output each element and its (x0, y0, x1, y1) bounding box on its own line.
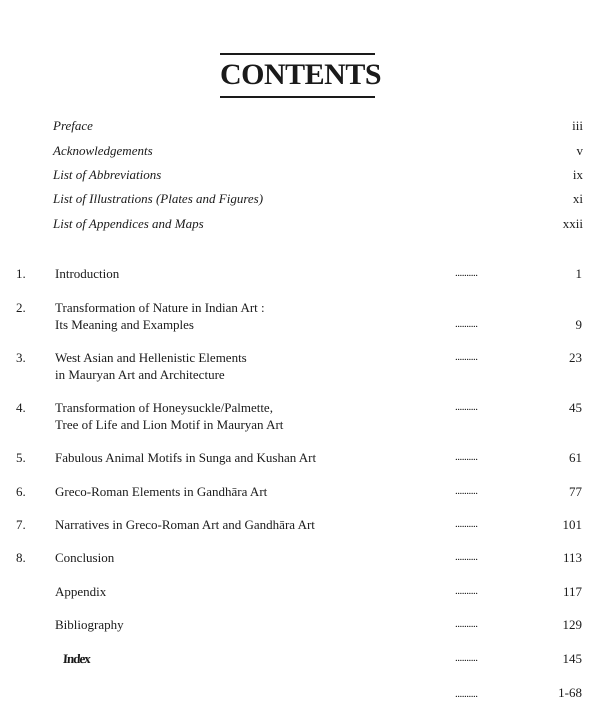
chapter-page: 45 (569, 400, 582, 415)
chapter-title-line: Tree of Life and Lion Motif in Mauryan Art (55, 417, 284, 432)
back-matter-page: 117 (562, 584, 582, 599)
dot-leader: .......... (455, 551, 478, 563)
front-matter-item-appendices-maps[interactable] (53, 216, 583, 232)
chapter-title-line: Transformation of Nature in Indian Art : (55, 300, 265, 315)
chapter-title-line: Transformation of Honeysuckle/Palmette, (55, 400, 273, 415)
back-matter-label: Bibliography (55, 617, 124, 632)
front-matter-item-abbreviations[interactable] (53, 167, 583, 183)
dot-leader: .......... (455, 318, 478, 330)
chapter-page: 61 (569, 450, 582, 465)
chapter-number: 1. (16, 266, 26, 281)
chapter-title-line: Greco-Roman Elements in Gandhāra Art (55, 484, 268, 499)
chapter-number: 3. (16, 350, 26, 365)
dot-leader: .......... (455, 485, 478, 497)
chapter-title (55, 399, 435, 433)
back-matter-label (55, 650, 435, 667)
contents-heading-block (220, 53, 382, 98)
chapter-page: 9 (575, 317, 582, 332)
front-matter-page: v (576, 143, 583, 158)
front-matter-page: xi (572, 191, 583, 206)
chapter-title (55, 349, 435, 383)
dot-leader: .......... (455, 351, 478, 363)
chapter-page: 101 (562, 517, 582, 532)
dot-leader: .......... (455, 267, 478, 279)
chapter-page: 1 (575, 266, 582, 281)
chapter-title (55, 265, 435, 282)
dot-leader: .......... (455, 451, 478, 463)
dot-leader: .......... (455, 652, 478, 664)
chapter-page: 77 (569, 484, 582, 499)
chapter-number: 4. (16, 400, 26, 415)
dot-leader: .......... (455, 585, 478, 597)
front-matter-label: List of Appendices and Maps (53, 216, 204, 231)
chapter-number: 8. (16, 550, 26, 565)
chapter-title-line: Conclusion (55, 550, 115, 565)
dot-leader: .......... (455, 518, 478, 530)
chapter-number: 5. (16, 450, 26, 465)
front-matter-item-preface[interactable] (53, 118, 583, 134)
front-matter-label: Preface (53, 118, 93, 133)
chapter-page: 113 (562, 550, 582, 565)
chapter-title-line: in Mauryan Art and Architecture (55, 367, 225, 382)
chapter-number: 7. (16, 517, 26, 532)
dot-leader: .......... (455, 401, 478, 413)
chapter-title (55, 449, 435, 466)
front-matter-page: xxii (562, 216, 583, 231)
front-matter-label: Acknowledgements (53, 143, 153, 158)
dot-leader: .......... (455, 618, 478, 630)
title-top-rule (220, 53, 375, 55)
front-matter-page: ix (572, 167, 583, 182)
chapter-title (55, 483, 435, 500)
chapter-title-line: West Asian and Hellenistic Elements (55, 350, 247, 365)
chapter-page: 23 (569, 350, 582, 365)
back-matter-label: Appendix (55, 584, 107, 599)
front-matter-item-acknowledgements[interactable] (53, 143, 583, 159)
chapter-title (55, 516, 435, 533)
chapter-title (55, 549, 435, 566)
chapter-title-line: Its Meaning and Examples (55, 317, 194, 332)
chapter-title-line: Fabulous Animal Motifs in Sunga and Kushan Art (55, 450, 317, 465)
front-matter-label: List of Illustrations (Plates and Figures) (53, 191, 264, 206)
front-matter-item-illustrations[interactable] (53, 191, 583, 207)
dot-leader: .......... (455, 688, 478, 700)
page-title: CONTENTS (220, 58, 382, 91)
chapter-title-line: Introduction (55, 266, 120, 281)
chapter-title (55, 299, 435, 333)
front-matter-label: List of Abbreviations (53, 167, 162, 182)
title-bottom-rule (220, 96, 375, 98)
chapter-number: 6. (16, 484, 26, 499)
back-matter-page: 129 (562, 617, 582, 632)
chapter-number: 2. (16, 300, 26, 315)
chapter-title-line: Narratives in Greco-Roman Art and Gandhāra Art (55, 517, 315, 532)
back-matter-page: 145 (562, 651, 582, 666)
index-label: Index (62, 651, 91, 666)
back-matter-page: 1-68 (558, 685, 582, 700)
front-matter-page: iii (572, 118, 583, 133)
